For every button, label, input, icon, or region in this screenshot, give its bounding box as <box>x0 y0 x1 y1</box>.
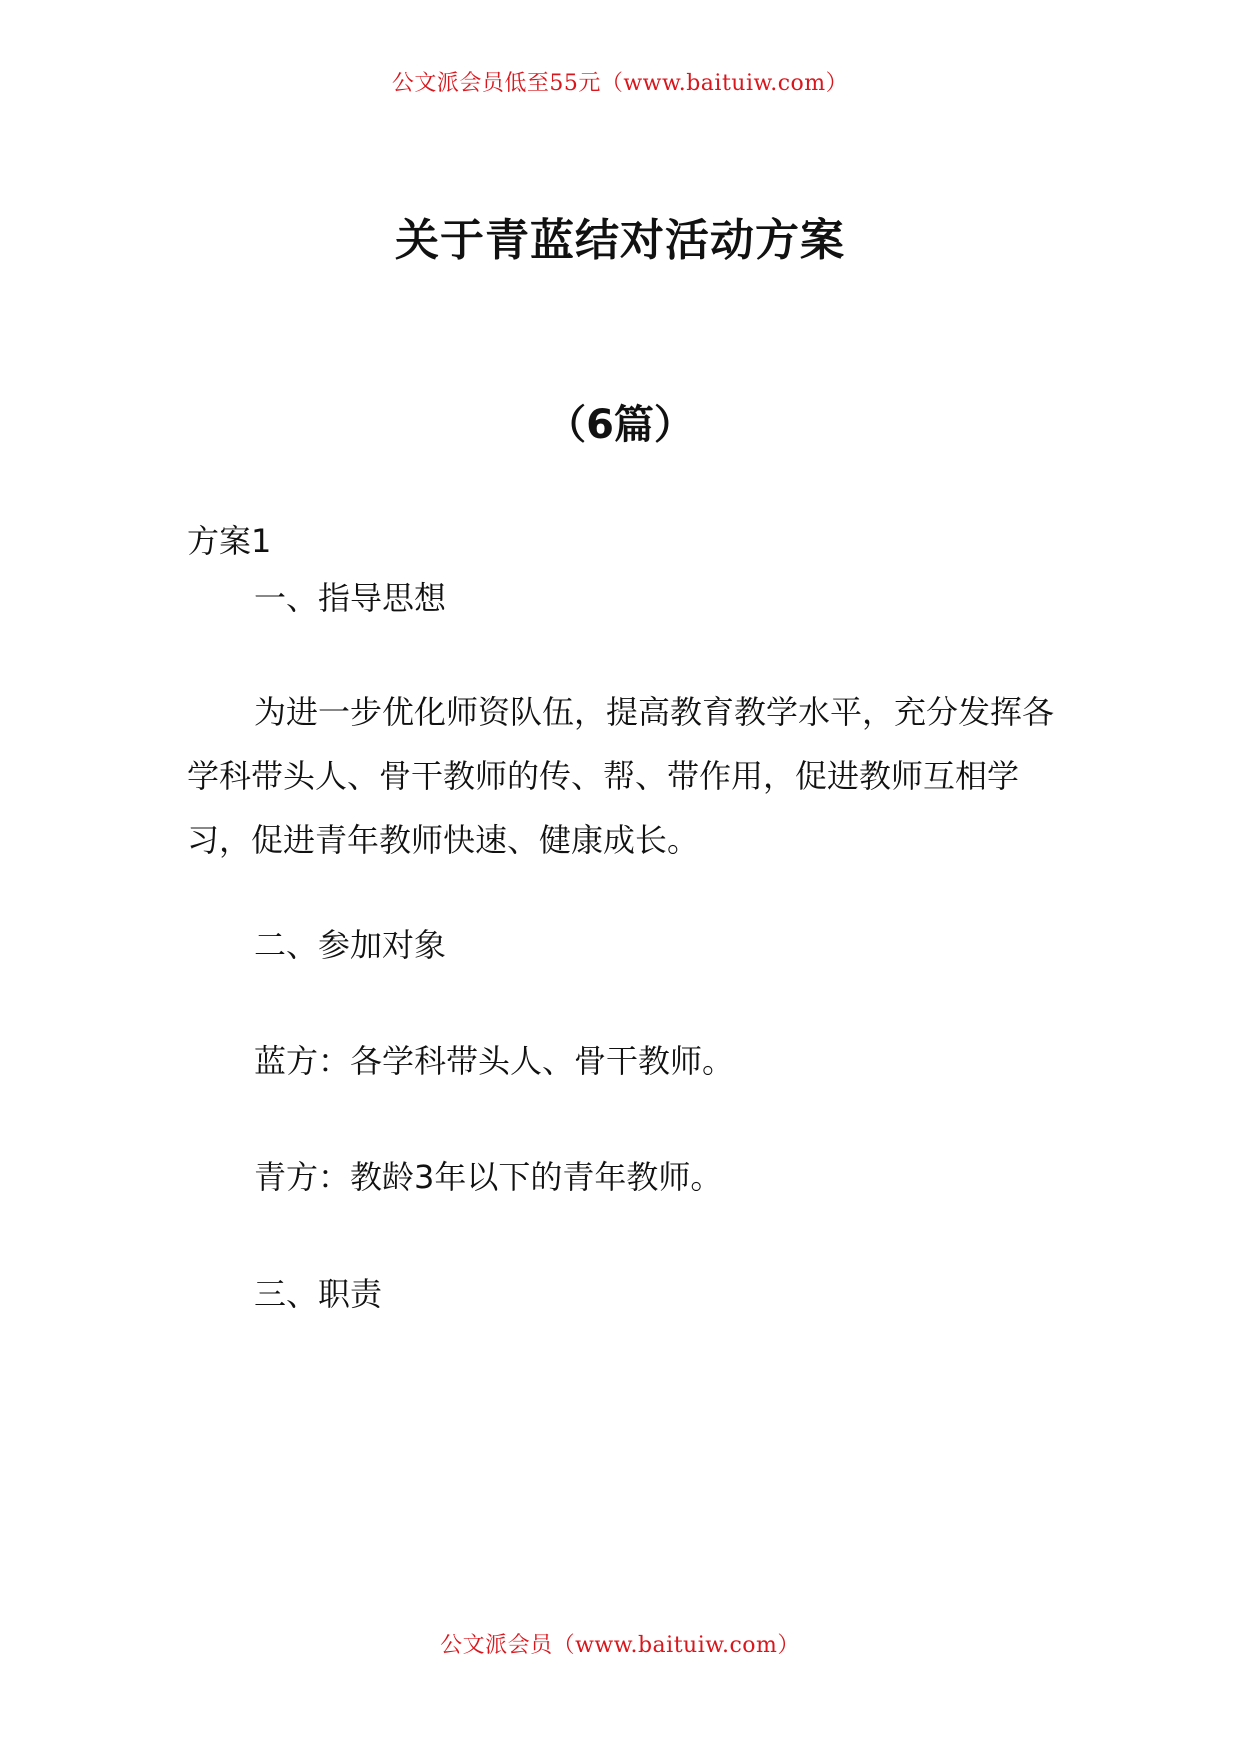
green-side-text: 青方：教龄3年以下的青年教师。 <box>254 1158 723 1196</box>
plan-label: 方案1 <box>187 522 272 560</box>
footer-promo-text: 公文派会员（www.baituiw.com） <box>440 1633 800 1658</box>
section-paragraph-guiding-ideology <box>187 680 1067 872</box>
document-title: 关于青蓝结对活动方案 <box>395 215 845 266</box>
paragraph-text: 为进一步优化师资队伍，提高教育教学水平，充分发挥各学科带头人、骨干教师的传、帮、带作用，促进教师互相学习，促进青年教师快速、健康成长。 <box>187 693 1055 859</box>
document-subtitle: （6篇） <box>546 402 694 448</box>
section-heading-responsibilities: 三、职责 <box>254 1275 383 1313</box>
section-heading-participants: 二、参加对象 <box>254 926 447 964</box>
blue-side-text: 蓝方：各学科带头人、骨干教师。 <box>254 1042 735 1080</box>
header-promo-text: 公文派会员低至55元（www.baituiw.com） <box>391 71 849 96</box>
section-heading-guiding-ideology: 一、指导思想 <box>254 579 447 617</box>
